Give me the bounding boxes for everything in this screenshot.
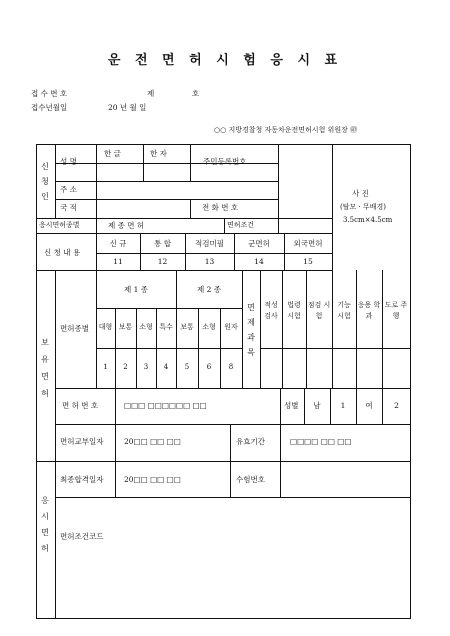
held-type-label: 면허종별: [60, 324, 89, 333]
type-code-6: 6: [206, 363, 212, 371]
apply-code-15: 15: [303, 257, 313, 266]
apply-code-13: 13: [204, 257, 215, 266]
type-normal-1: 보통: [118, 323, 133, 331]
subject-road: 도로 주행: [384, 301, 408, 320]
license-type-label: 응시면허종별: [39, 221, 80, 229]
license-type-value: 제 종 면 허: [108, 221, 145, 230]
validity-value: □□□□ □□ □□: [290, 437, 352, 446]
apply-label: 신 청 내 용: [44, 248, 81, 257]
apply-code-12: 12: [157, 257, 168, 266]
type-code-4: 4: [163, 363, 169, 371]
apply-type-merge: 통 합: [154, 239, 171, 248]
subject-applied: 응용 학과: [357, 301, 381, 320]
issuer-line: ○○ 지방경찰청 자동차운전면허시험 위원장 ㊞: [214, 126, 358, 134]
applicant-section-label: 신청인: [41, 162, 49, 201]
validity-label: 유효기간: [236, 437, 265, 446]
receipt-number-suffix: 호: [192, 89, 200, 98]
phone-label: 전 화 번 호: [202, 203, 239, 212]
apply-type-foreign: 외국면허: [293, 239, 323, 248]
final-pass-value: 20□□ □□ □□: [124, 475, 181, 484]
gender-label: 성별: [284, 401, 299, 410]
license-number-value: □□□ □□□□□□ □□: [124, 401, 207, 410]
hangul-label: 한 글: [104, 149, 121, 158]
rrn-label: 주민등록번호: [203, 157, 247, 166]
apply-type-military: 군면허: [248, 239, 270, 248]
type-code-2: 2: [123, 363, 128, 371]
issue-date-value: 20□□ □□ □□: [124, 437, 181, 446]
issue-date-label: 면허교부일자: [60, 437, 104, 446]
type-small-2: 소형: [202, 323, 216, 331]
subject-skill: 기능 시험: [337, 301, 351, 320]
receipt-date-value: 20 년 월 일: [108, 103, 147, 112]
photo-size: 3.5cm×4.5cm: [343, 216, 393, 224]
receipt-number-label: 접 수 번 호: [31, 89, 68, 98]
exam-number-label: 수험번호: [236, 475, 265, 484]
license-number-label: 면 허 번 호: [62, 401, 99, 410]
condition-code-label: 면허조건코드: [60, 532, 104, 541]
apply-code-14: 14: [254, 257, 264, 266]
license-condition-label: 면허조건: [227, 221, 255, 229]
held-section-label: 보유면허: [41, 338, 49, 398]
exam-section-label: 응시면허: [41, 496, 49, 553]
subject-inspection: 점검 시험: [307, 301, 331, 320]
type-special: 특수: [159, 323, 173, 331]
type-small-1: 소형: [139, 323, 153, 331]
type-code-3: 3: [143, 363, 149, 371]
hanja-label: 한 자: [150, 149, 167, 158]
final-pass-label: 최종합격일자: [60, 475, 104, 484]
apply-type-new: 신 규: [109, 239, 127, 248]
photo-note: (탈모 · 무배경): [340, 203, 386, 211]
nationality-label: 국 적: [60, 203, 77, 212]
exempt-subjects-label: 면제과목: [247, 303, 255, 357]
type-large: 대형: [98, 323, 113, 331]
address-label: 주 소: [60, 185, 77, 194]
subject-law: 법령 시험: [287, 301, 301, 320]
gender-male: 남: [313, 401, 321, 410]
apply-code-11: 11: [113, 257, 123, 266]
name-label: 성 명: [60, 157, 77, 166]
page-title: 운 전 면 허 시 험 응 시 표: [107, 53, 343, 68]
type-code-1: 1: [103, 363, 108, 371]
type-code-5: 5: [184, 363, 190, 371]
photo-label: 사 진: [352, 189, 369, 198]
gender-male-code: 1: [340, 401, 346, 410]
receipt-date-label: 접수년월일: [31, 103, 68, 112]
class2-label: 제 2 종: [196, 285, 222, 294]
type-code-8: 8: [228, 363, 234, 371]
apply-type-aptitude: 적검미필: [195, 239, 224, 248]
gender-female: 여: [365, 401, 373, 410]
receipt-number-prefix: 제: [147, 89, 155, 98]
type-motorcycle: 원자: [224, 323, 238, 331]
gender-female-code: 2: [394, 401, 399, 410]
subject-aptitude: 적성 검사: [264, 301, 278, 320]
type-normal-2: 보통: [180, 323, 194, 331]
class1-label: 제 1 종: [123, 285, 149, 294]
